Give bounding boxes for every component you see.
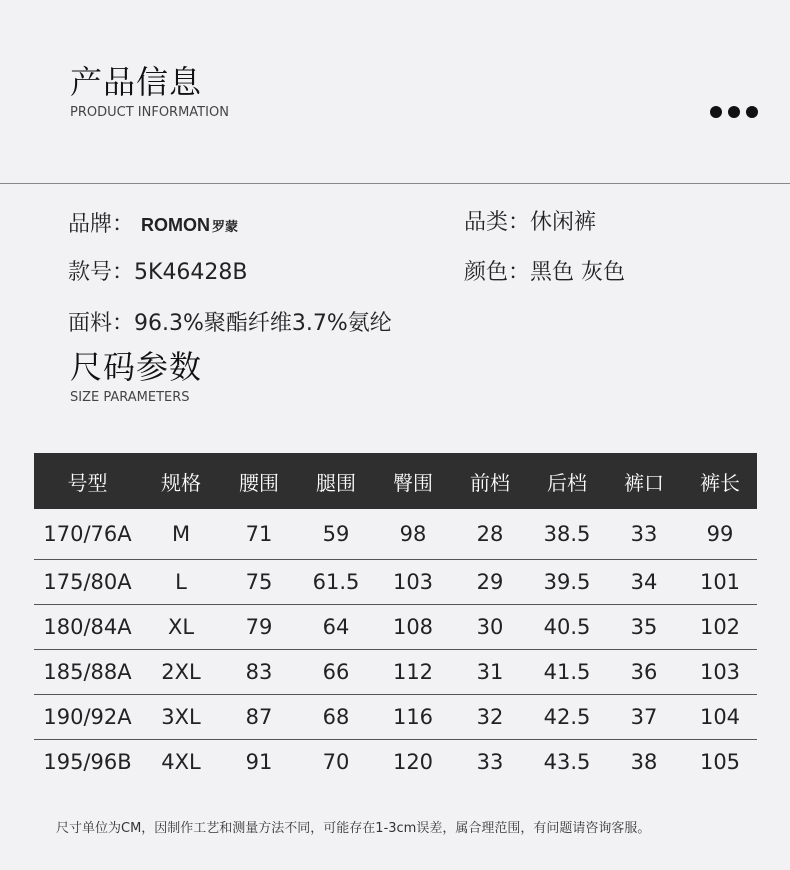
table-cell: 3XL (141, 695, 221, 740)
table-cell: 120 (392, 750, 434, 774)
table-row (34, 560, 757, 605)
table-cell: 75 (221, 560, 297, 605)
color-row (464, 262, 625, 284)
product-info-title: 产品信息 (70, 63, 203, 101)
brand-row (68, 214, 238, 236)
table-cell: 102 (683, 605, 757, 650)
table-cell: 42.5 (529, 695, 605, 740)
model-row (68, 262, 248, 284)
fabric-label: 面料： (68, 311, 135, 336)
table-cell: 190/92A (34, 695, 141, 740)
table-row (34, 650, 757, 695)
fabric-row (68, 313, 392, 335)
table-cell: 108 (375, 605, 451, 650)
table-row (34, 605, 757, 650)
table-cell: 195/96B (43, 750, 132, 774)
table-row (34, 509, 757, 560)
table-cell: 98 (375, 509, 451, 560)
table-cell: XL (141, 605, 221, 650)
table-cell: 38.5 (529, 509, 605, 560)
table-cell: 104 (683, 695, 757, 740)
color-value: 黑色 灰色 (530, 260, 626, 285)
header-size-code: 号型 (67, 470, 108, 495)
dot (710, 106, 722, 118)
table-cell: 87 (221, 695, 297, 740)
table-cell: 43.5 (543, 750, 591, 774)
size-section-title: 尺码参数 (70, 348, 203, 386)
table-cell: 38 (630, 750, 658, 774)
fabric-value: 96.3%聚酯纤维3.7%氨纶 (134, 311, 392, 336)
table-cell: 175/80A (34, 560, 141, 605)
header-thigh: 腿围 (316, 470, 356, 495)
header-front-rise: 前档 (470, 470, 510, 495)
table-cell: 61.5 (297, 560, 375, 605)
table-header-row (34, 453, 757, 509)
table-cell: 40.5 (529, 605, 605, 650)
table-cell: 185/88A (34, 650, 141, 695)
header-back-rise: 后档 (547, 470, 587, 495)
table-cell: 99 (683, 509, 757, 560)
table-cell: 68 (297, 695, 375, 740)
model-value: 5K46428B (134, 260, 248, 285)
product-info-subtitle: PRODUCT INFORMATION (70, 105, 229, 120)
table-cell: 33 (476, 750, 504, 774)
brand-logo-cn: 罗蒙 (212, 220, 239, 235)
table-cell: 64 (297, 605, 375, 650)
dot (746, 106, 758, 118)
header-hip: 臀围 (393, 470, 433, 495)
table-cell: 32 (451, 695, 529, 740)
section-divider (0, 183, 790, 184)
table-cell: 112 (375, 650, 451, 695)
table-cell: 35 (605, 605, 683, 650)
size-section-subtitle: SIZE PARAMETERS (70, 390, 190, 405)
table-cell: 180/84A (34, 605, 141, 650)
model-label: 款号： (68, 260, 135, 285)
color-label: 颜色： (464, 260, 531, 285)
table-cell: 36 (605, 650, 683, 695)
header-leg-opening: 裤口 (624, 470, 664, 495)
table-cell: 103 (375, 560, 451, 605)
table-cell: 79 (221, 605, 297, 650)
size-note: 尺寸单位为CM，因制作工艺和测量方法不同，可能存在1-3cm误差，属合理范围，有问题请咨询客服。 (56, 821, 651, 836)
header-spec: 规格 (161, 470, 201, 495)
table-cell: 170/76A (34, 509, 141, 560)
table-cell: 41.5 (529, 650, 605, 695)
ellipsis-icon[interactable] (710, 106, 758, 118)
table-cell: 116 (375, 695, 451, 740)
table-cell: 101 (683, 560, 757, 605)
header-waist: 腰围 (239, 470, 279, 495)
category-label: 品类： (464, 210, 531, 235)
category-value: 休闲裤 (530, 210, 597, 235)
dot (728, 106, 740, 118)
header-length: 裤长 (700, 470, 740, 495)
table-cell: 103 (683, 650, 757, 695)
table-cell: 71 (221, 509, 297, 560)
table-cell: 28 (451, 509, 529, 560)
table-cell: 31 (451, 650, 529, 695)
table-cell: L (141, 560, 221, 605)
table-cell: 33 (605, 509, 683, 560)
table-cell: 29 (451, 560, 529, 605)
table-cell: 37 (605, 695, 683, 740)
table-cell: 4XL (161, 750, 201, 774)
size-table (34, 453, 757, 784)
table-cell: 39.5 (529, 560, 605, 605)
table-cell: 59 (297, 509, 375, 560)
table-cell: 105 (699, 750, 741, 774)
table-cell: 2XL (141, 650, 221, 695)
table-cell: 30 (451, 605, 529, 650)
brand-label: 品牌： (68, 212, 135, 237)
table-cell: 83 (221, 650, 297, 695)
table-row (34, 740, 757, 785)
brand-logo: ROMON (141, 215, 211, 235)
table-cell: 91 (245, 750, 273, 774)
table-row (34, 695, 757, 740)
table-cell: 66 (297, 650, 375, 695)
table-cell: M (141, 509, 221, 560)
table-cell: 34 (605, 560, 683, 605)
table-cell: 70 (322, 750, 350, 774)
category-row (464, 212, 596, 234)
